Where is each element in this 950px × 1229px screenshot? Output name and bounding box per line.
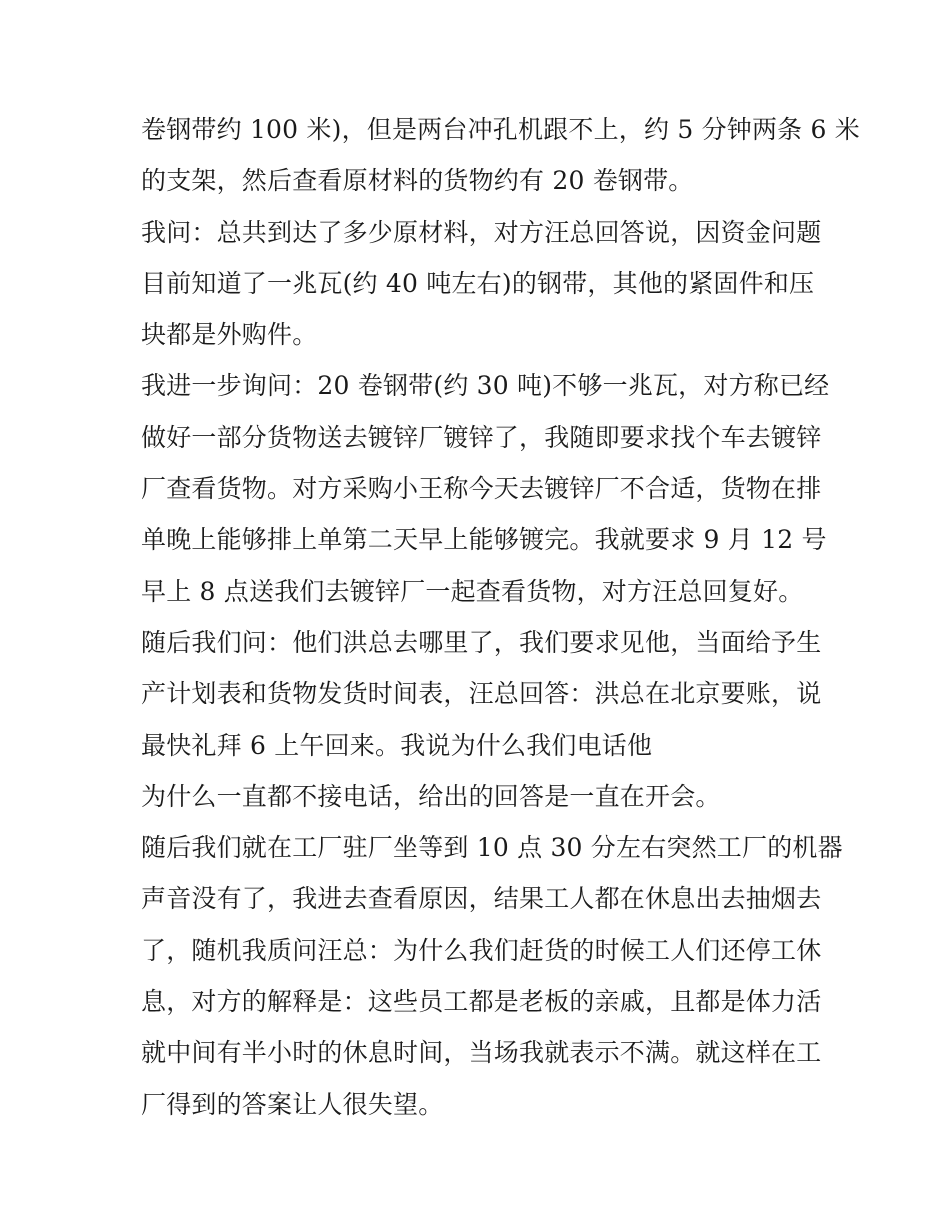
text-line: 早上 8 点送我们去镀锌厂一起查看货物，对方汪总回复好。: [141, 576, 804, 606]
text-line: 了，随机我质问汪总：为什么我们赶货的时候工人们还停工休: [141, 935, 822, 965]
text-line: 厂查看货物。对方采购小王称今天去镀锌厂不合适，货物在排: [141, 474, 822, 504]
text-line: 目前知道了一兆瓦(约 40 吨左右)的钢带，其他的紧固件和压: [141, 268, 815, 298]
text-line: 声音没有了，我进去查看原因，结果工人都在休息出去抽烟去: [141, 884, 822, 914]
text-line: 我问：总共到达了多少原材料，对方汪总回答说，因资金问题: [141, 217, 822, 247]
text-line: 最快礼拜 6 上午回来。我说为什么我们电话他: [141, 730, 653, 760]
text-line: 就中间有半小时的休息时间，当场我就表示不满。就这样在工: [141, 1038, 822, 1068]
text-line: 我进一步询问：20 卷钢带(约 30 吨)不够一兆瓦，对方称已经: [141, 371, 830, 401]
text-line: 单晚上能够排上单第二天早上能够镀完。我就要求 9 月 12 号: [141, 525, 827, 555]
text-line: 随后我们问：他们洪总去哪里了，我们要求见他，当面给予生: [141, 627, 822, 657]
text-line: 息，对方的解释是：这些员工都是老板的亲戚，且都是体力活: [141, 987, 822, 1017]
document-body: [141, 104, 860, 1130]
text-line: 为什么一直都不接电话，给出的回答是一直在开会。: [141, 781, 721, 811]
text-line: 块都是外购件。: [141, 320, 318, 350]
text-line: 产计划表和货物发货时间表，汪总回答：洪总在北京要账，说: [141, 679, 822, 709]
text-line: 做好一部分货物送去镀锌厂镀锌了，我随即要求找个车去镀锌: [141, 422, 822, 452]
text-line: 的支架，然后查看原材料的货物约有 20 卷钢带。: [141, 166, 694, 196]
text-line: 随后我们就在工厂驻厂坐等到 10 点 30 分左右突然工厂的机器: [141, 833, 843, 863]
text-line: 卷钢带约 100 米)，但是两台冲孔机跟不上，约 5 分钟两条 6 米: [141, 115, 860, 144]
text-line: 厂得到的答案让人很失望。: [141, 1089, 444, 1119]
